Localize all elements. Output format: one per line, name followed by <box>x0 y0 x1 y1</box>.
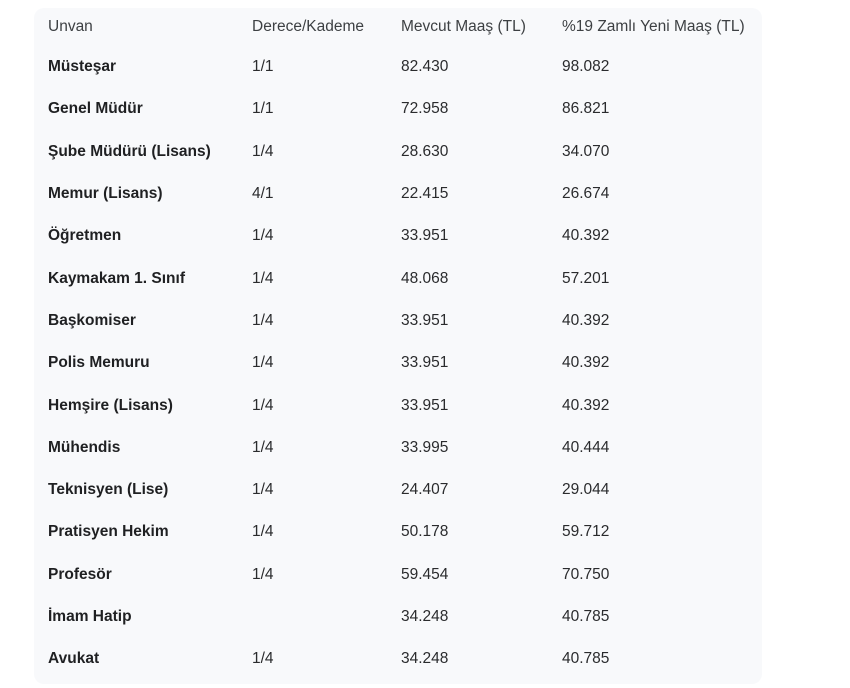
cell-yeni: 40.785 <box>562 650 610 668</box>
cell-derece: 4/1 <box>252 185 274 203</box>
header-unvan: Unvan <box>48 18 93 35</box>
cell-unvan: Kaymakam 1. Sınıf <box>48 269 185 287</box>
table-row <box>34 384 762 426</box>
cell-unvan: Pratisyen Hekim <box>48 523 169 541</box>
cell-yeni: 29.044 <box>562 481 610 499</box>
cell-derece: 1/4 <box>252 565 274 583</box>
table-row <box>34 469 762 511</box>
cell-yeni: 40.392 <box>562 311 610 329</box>
cell-derece: 1/4 <box>252 142 274 160</box>
table-row <box>34 173 762 215</box>
cell-derece: 1/1 <box>252 58 274 76</box>
table-row <box>34 131 762 173</box>
cell-unvan: Teknisyen (Lise) <box>48 481 169 499</box>
table-row <box>34 638 762 680</box>
cell-unvan: Genel Müdür <box>48 100 143 118</box>
header-yeni-maas: %19 Zamlı Yeni Maaş (TL) <box>562 18 745 35</box>
table-row <box>34 300 762 342</box>
cell-unvan: Müsteşar <box>48 58 117 76</box>
cell-mevcut: 34.248 <box>401 608 449 625</box>
cell-unvan: Mühendis <box>48 438 121 456</box>
table-row <box>34 342 762 384</box>
cell-yeni: 70.750 <box>562 565 610 583</box>
cell-mevcut: 33.951 <box>401 396 449 414</box>
cell-unvan: Avukat <box>48 650 100 668</box>
cell-derece: 1/4 <box>252 396 274 414</box>
cell-mevcut: 34.248 <box>401 650 449 668</box>
cell-derece: 1/4 <box>252 311 274 329</box>
table-row <box>34 257 762 299</box>
table-row <box>34 215 762 257</box>
cell-mevcut: 48.068 <box>401 269 449 287</box>
cell-mevcut: 33.951 <box>401 311 449 329</box>
cell-unvan: Polis Memuru <box>48 354 150 372</box>
cell-yeni: 98.082 <box>562 58 610 76</box>
cell-derece: 1/4 <box>252 269 274 287</box>
salary-table-card <box>34 8 762 684</box>
cell-yeni: 40.444 <box>562 438 610 456</box>
cell-unvan: Başkomiser <box>48 311 136 329</box>
cell-yeni: 34.070 <box>562 142 610 160</box>
cell-mevcut: 72.958 <box>401 100 449 118</box>
cell-yeni: 59.712 <box>562 523 610 541</box>
cell-yeni: 26.674 <box>562 185 610 203</box>
table-header-row <box>34 8 762 46</box>
cell-derece <box>238 596 387 638</box>
cell-mevcut: 59.454 <box>401 565 449 583</box>
cell-yeni: 40.392 <box>562 396 610 414</box>
cell-unvan: Şube Müdürü (Lisans) <box>48 142 211 160</box>
table-row <box>34 596 762 638</box>
header-derece-kademe: Derece/Kademe <box>252 18 365 35</box>
salary-table <box>34 8 762 680</box>
cell-derece: 1/4 <box>252 650 274 668</box>
cell-derece: 1/4 <box>252 227 274 245</box>
cell-mevcut: 50.178 <box>401 523 449 541</box>
cell-derece: 1/1 <box>252 100 274 118</box>
cell-mevcut: 33.995 <box>401 438 449 456</box>
header-mevcut-maas: Mevcut Maaş (TL) <box>401 18 526 35</box>
cell-mevcut: 28.630 <box>401 142 449 160</box>
cell-mevcut: 33.951 <box>401 227 449 245</box>
cell-yeni: 57.201 <box>562 269 610 287</box>
cell-mevcut: 24.407 <box>401 481 449 499</box>
cell-yeni: 40.785 <box>562 608 610 625</box>
cell-mevcut: 33.951 <box>401 354 449 372</box>
table-row <box>34 46 762 88</box>
table-row <box>34 511 762 553</box>
cell-mevcut: 22.415 <box>401 185 449 203</box>
table-row <box>34 427 762 469</box>
cell-derece: 1/4 <box>252 523 274 541</box>
cell-derece: 1/4 <box>252 438 274 456</box>
cell-derece: 1/4 <box>252 354 274 372</box>
cell-yeni: 40.392 <box>562 354 610 372</box>
cell-unvan: Memur (Lisans) <box>48 185 163 203</box>
cell-yeni: 86.821 <box>562 100 610 118</box>
cell-mevcut: 82.430 <box>401 58 449 76</box>
cell-derece: 1/4 <box>252 481 274 499</box>
table-row <box>34 554 762 596</box>
table-row <box>34 88 762 130</box>
cell-yeni: 40.392 <box>562 227 610 245</box>
cell-unvan: İmam Hatip <box>48 608 132 625</box>
cell-unvan: Hemşire (Lisans) <box>48 396 173 414</box>
cell-unvan: Öğretmen <box>48 227 122 245</box>
cell-unvan: Profesör <box>48 565 112 583</box>
